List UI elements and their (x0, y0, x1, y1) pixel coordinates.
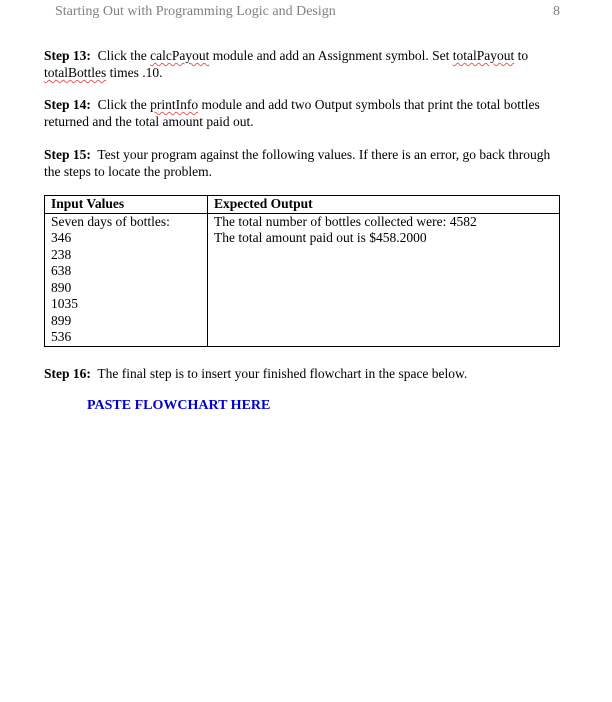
expected-output-cell (208, 213, 560, 346)
table-header-input: Input Values (45, 196, 208, 214)
step-13-label: Step 13: (44, 48, 91, 63)
step-13-text-c: to (517, 48, 529, 63)
step-16-text: The final step is to insert your finished flowchart in the space below. (97, 366, 468, 381)
table-row (45, 213, 560, 346)
input-line: 890 (51, 279, 72, 295)
step-13-text-a: Click the (97, 48, 151, 63)
output-line: The total number of bottles collected were: 4582 (214, 213, 477, 229)
output-line: The total amount paid out is $458.2000 (214, 230, 427, 245)
step-13-paragraph (44, 47, 564, 81)
header-page-number: 8 (553, 4, 560, 19)
input-line: 346 (51, 230, 72, 245)
input-line: Seven days of bottles: (51, 213, 170, 229)
table-header-row (45, 196, 560, 214)
step-14-text-a: Click the (97, 97, 151, 112)
step-14-module-name: printInfo (150, 97, 199, 112)
input-line: 536 (51, 329, 72, 344)
header-title: Starting Out with Programming Logic and Design (55, 4, 336, 19)
step-13-text-b: module and add an Assignment symbol. Set (209, 48, 453, 63)
input-values-cell (45, 213, 208, 346)
step-14-label: Step 14: (44, 97, 91, 112)
step-16-paragraph (44, 365, 564, 382)
step-14-text-b: module and add two Output symbols that print the total bottles returned and the total amount paid out. (44, 97, 540, 129)
step-13-var-total-payout: totalPayout (452, 48, 515, 63)
step-15-text: Test your program against the following values. If there is an error, go back through the steps to locate the problem. (44, 147, 551, 179)
step-16-label: Step 16: (44, 366, 91, 381)
step-14-paragraph (44, 96, 564, 130)
step-13-text-d: times .10. (106, 65, 163, 80)
table-header-output: Expected Output (208, 196, 560, 214)
step-15-paragraph (44, 146, 564, 180)
input-line: 238 (51, 246, 72, 262)
step-13-var-total-bottles: totalBottles (44, 65, 107, 80)
step-13-module-name: calcPayout (150, 48, 210, 63)
paste-flowchart-placeholder: PASTE FLOWCHART HERE (87, 398, 271, 413)
step-15-label: Step 15: (44, 147, 91, 162)
input-line: 1035 (51, 296, 78, 311)
input-line: 899 (51, 312, 72, 328)
test-values-table (44, 195, 560, 347)
input-line: 638 (51, 263, 72, 278)
page-header (55, 4, 560, 22)
